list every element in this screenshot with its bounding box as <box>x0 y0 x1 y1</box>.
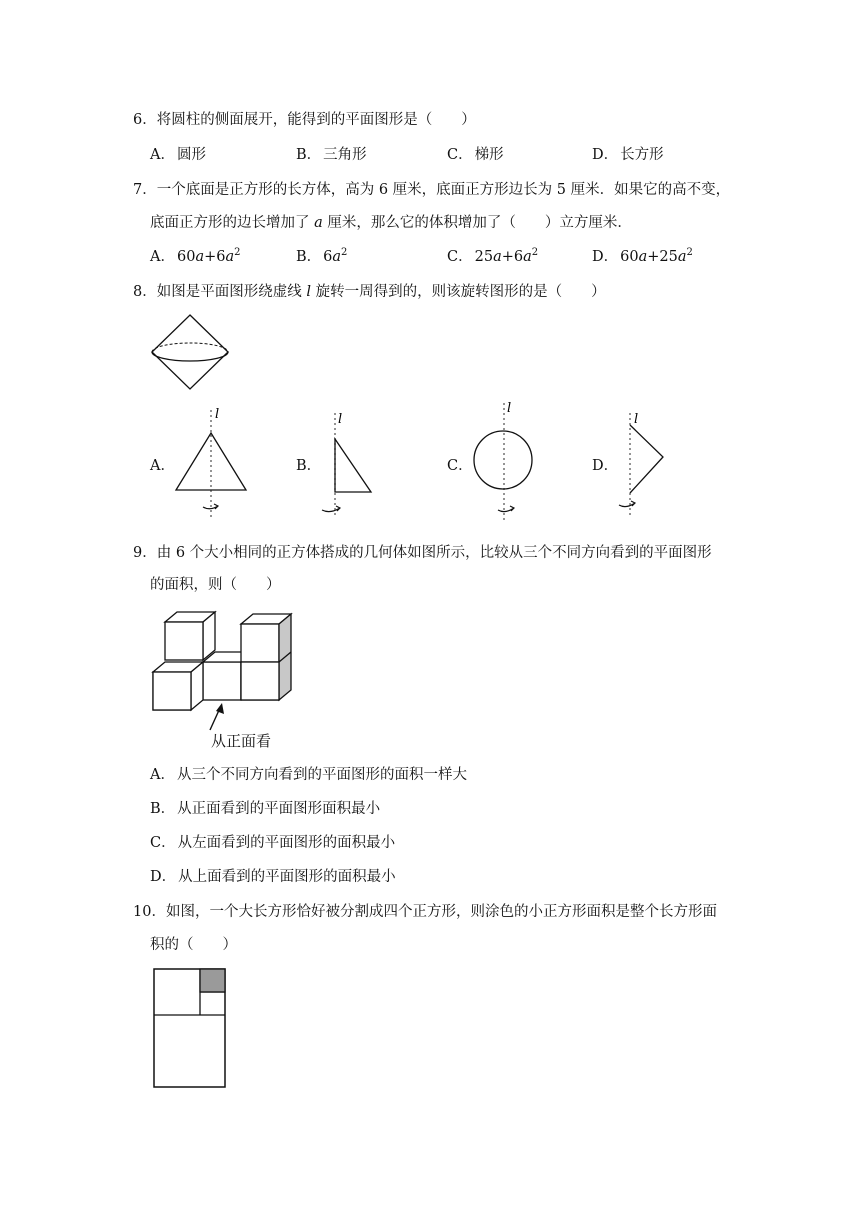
q9-option-a[interactable]: A． 从三个不同方向看到的平面图形的面积一样大 <box>150 767 467 783</box>
cone-base-front-arc <box>152 352 228 361</box>
axis-label: l <box>338 412 343 427</box>
q8-option-d-figure[interactable] <box>614 405 684 520</box>
q8-stem: 8．如图是平面图形绕虚线 l 旋转一周得到的，则该旋转图形的是（ ） <box>133 284 606 300</box>
q6-option-b[interactable]: B． 三角形 <box>296 147 367 163</box>
q8-option-b-figure[interactable] <box>316 405 386 520</box>
angle-shape <box>630 425 663 493</box>
right-triangle-shape <box>335 439 371 492</box>
q7-stem-line1: 7．一个底面是正方形的长方体，高为 6 厘米，底面正方形边长为 5 厘米．如果它的高不变， <box>133 182 731 198</box>
q9-cube-stack-figure <box>148 610 298 750</box>
q10-stem-line2: 积的（ ） <box>150 937 237 953</box>
q7-number: 7． <box>133 182 157 198</box>
q6-stem <box>133 110 476 130</box>
q8-double-cone-figure <box>148 312 232 392</box>
cone-base-back-arc <box>152 343 228 352</box>
q6-number: 6． <box>133 112 157 128</box>
q7-option-a[interactable]: A． $60a+6a^2$ <box>150 247 241 265</box>
q8-option-b-label[interactable]: B． <box>296 458 322 474</box>
q9-option-d[interactable]: D． 从上面看到的平面图形的面积最小 <box>150 869 396 885</box>
q9-stem-line1: 9．由 6 个大小相同的正方体搭成的几何体如图所示，比较从三个不同方向看到的平面图形 <box>133 545 712 561</box>
q10-rectangle-figure <box>150 965 230 1091</box>
q8-option-d-label[interactable]: D． <box>592 458 619 474</box>
q6-option-d[interactable]: D． 长方形 <box>592 147 664 163</box>
q8-number: 8． <box>133 284 157 300</box>
q9-stem-line2: 的面积，则（ ） <box>150 577 281 593</box>
cube-top-right-front <box>241 624 279 662</box>
q6-option-c[interactable]: C． 梯形 <box>447 147 504 163</box>
rotation-arrow-icon <box>619 501 635 507</box>
q9-option-b[interactable]: B． 从正面看到的平面图形面积最小 <box>150 801 381 817</box>
q6-option-a[interactable]: A． 圆形 <box>150 147 206 163</box>
rotation-arrow-icon <box>322 506 340 512</box>
q8-option-c-figure[interactable] <box>470 398 540 523</box>
axis-label: l <box>507 401 512 416</box>
q9-option-c[interactable]: C． 从左面看到的平面图形的面积最小 <box>150 835 396 851</box>
q9-figure-caption: 从正面看 <box>211 732 272 750</box>
rotation-arrow-icon <box>498 506 514 512</box>
q8-option-a-label[interactable]: A． <box>150 458 175 474</box>
q7-option-c[interactable]: C． $25a+6a^2$ <box>447 247 539 265</box>
cube-front-bottom-middle <box>203 662 241 700</box>
q9-number: 9． <box>133 545 157 561</box>
circle-shape <box>474 431 532 489</box>
view-arrow-head-icon <box>216 703 224 714</box>
axis-label: l <box>634 412 639 427</box>
q6-stem-text: 将圆柱的侧面展开，能得到的平面图形是（ ） <box>156 112 476 128</box>
q10-number: 10． <box>133 904 166 920</box>
double-cone-outline <box>152 315 228 389</box>
axis-label: l <box>215 407 220 422</box>
q8-option-a-figure[interactable] <box>170 405 260 520</box>
cube-top-left-front <box>165 622 203 660</box>
q7-option-b[interactable]: B． $6a^2$ <box>296 247 348 265</box>
q10-stem-line1: 10．如图，一个大长方形恰好被分割成四个正方形，则涂色的小正方形面积是整个长方形面 <box>133 904 717 920</box>
q8-option-c-label[interactable]: C． <box>447 458 473 474</box>
q7-stem-line2: 底面正方形的边长增加了 a 厘米，那么它的体积增加了（ ）立方厘米． <box>150 215 632 231</box>
q7-option-d[interactable]: D． $60a+25a^2$ <box>592 247 693 265</box>
shaded-small-square <box>200 969 225 992</box>
